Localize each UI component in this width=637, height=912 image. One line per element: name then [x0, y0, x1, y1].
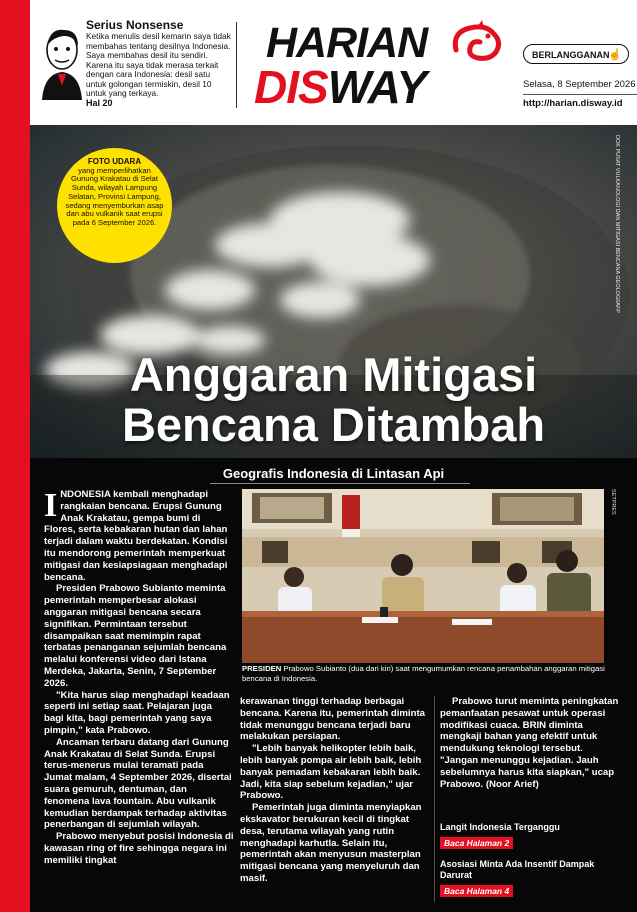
article-column-1 — [44, 489, 234, 867]
column-divider — [434, 696, 435, 902]
date-rule — [523, 94, 637, 95]
photo-caption-label: FOTO UDARA — [87, 157, 142, 166]
paragraph: Ancaman terbaru datang dari Gunung Anak Krakatau di Selat Sunda. Erupsi terus-menerus mulai teramati pada Jumat malam, 4 September 2026, disertai suara gemuruh, dentuman, dan fenomena lava fountain. Abu vulkanik kemudian berdampak terhadap aktivitas penerbangan di sejumlah wilayah. — [44, 736, 232, 831]
strap-underline — [210, 483, 470, 484]
related-articles — [440, 822, 620, 907]
subscribe-label: BERLANGGANAN — [532, 50, 610, 60]
related-item[interactable] — [440, 822, 620, 859]
caption-lead: PRESIDEN — [242, 664, 282, 673]
drop-cap: I — [44, 487, 58, 524]
header-divider — [236, 22, 237, 108]
column-page-ref[interactable]: Hal 20 — [86, 97, 113, 108]
paragraph: Pemerintah juga diminta menyiapkan ekskavator berukuran kecil di tingkat desa, terutama wilayah yang rutin menghadapi karhutla. Selain itu, pemerintah akan menyusun masterplan mitigasi bencana yang menyeluruh dan masif. — [240, 802, 422, 884]
related-title: Langit Indonesia Terganggu — [440, 822, 560, 832]
meeting-photo-caption — [242, 664, 612, 683]
headline-line-2: Bencana Ditambah — [121, 398, 546, 451]
hero-credit-text: DOK PUSAT VULKANOLOGI DAN MITIGASI BENCANA GEOLOGI/AFP — [614, 135, 620, 313]
article-strap: Geografis Indonesia di Lintasan Api — [222, 466, 445, 481]
article-body — [30, 458, 637, 912]
subscribe-button[interactable] — [523, 44, 629, 64]
article-column-3 — [440, 696, 620, 790]
page-ref-badge[interactable]: Baca Halaman 2 — [440, 837, 513, 849]
article-column-2 — [240, 696, 426, 885]
logo-disway[interactable] — [254, 61, 427, 113]
paragraph: Presiden Prabowo Subianto meminta pemerintah memperbesar alokasi anggaran mitigasi bencana secara signifikan. Permintaan tersebut disampaikan saat memimpin rapat terbatas penanganan sejumlah bencana melalui konferensi video dari Istana Merdeka, Jakarta, Senin, 7 September 2026. — [44, 583, 227, 689]
logo-way: WAY — [327, 61, 427, 113]
paragraph: INDONESIA kembali menghadapi rangkaian bencana. Erupsi Gunung Anak Krakatau, gempa bumi di Flores, serta kebakaran hutan dan lahan terjadi dalam waktu berdekatan. Kondisi itu mendorong pemerintah memperkuat mitigasi dan kesiapsiagaan menghadapi bencana. — [44, 487, 228, 583]
paragraph: Prabowo turut meminta peningkatan pemanfaatan pesawat untuk operasi modifikasi cuaca. BRIN diminta mengkaji bahan yang efektif untuk mendukung teknologi tersebut. "Jangan menunggu kejadian. Jauh sebelumnya harus kita siapkan," ucap Prabowo. (Noor Arief) — [440, 696, 619, 790]
meeting-photo-image — [242, 489, 604, 663]
logo-dis: DIS — [254, 61, 328, 113]
dragon-logo-icon — [448, 20, 504, 68]
red-side-bar — [0, 0, 30, 912]
masthead — [30, 0, 637, 125]
photo-caption-text: yang memperlihatkan Gunung Krakatau di Selat Sunda, wilayah Lampung Selatan, Provinsi Lampung, sedang menyemburkan asap dan abu vulkanik saat erupsi pada 6 September 2026. — [65, 165, 164, 227]
related-item[interactable] — [440, 859, 620, 907]
headline-line-1: Anggaran Mitigasi — [129, 348, 538, 401]
site-url[interactable]: http://harian.disway.id — [523, 98, 623, 109]
column-teaser — [86, 32, 232, 108]
column-teaser-text: Ketika menulis desil kemarin saya tidak membahas tentang desilnya Indonesia. Saya membahas desil itu sendiri. Karena itu saya tidak merasa terkait dengan cara Indonesia: desil satu untuk golongan termiskin, desil 10 untuk yang terkaya. — [86, 31, 231, 98]
pointer-hand-icon: ☝ — [608, 49, 622, 61]
page-ref-badge[interactable]: Baca Halaman 4 — [440, 885, 513, 897]
caption-text: Prabowo Subianto (dua dari kiri) saat mengumumkan rencana penambahan anggaran mitigasi bencana di Indonesia. — [242, 664, 605, 683]
paragraph: "Kita harus siap menghadapi keadaan seperti ini setiap saat. Pelajaran juga bagi kita, bagi pemerintah yang saya pimpin," kata Prabowo. — [44, 689, 230, 736]
columnist-portrait-icon — [38, 24, 86, 100]
meeting-photo — [242, 489, 604, 663]
photo-credit: SETPRES — [610, 489, 616, 515]
hero-credit — [612, 135, 620, 313]
main-headline[interactable] — [30, 350, 637, 450]
related-title: Asosiasi Minta Ada Insentif Dampak Darurat — [440, 859, 595, 880]
photo-caption-bubble — [57, 148, 172, 263]
paragraph: "Lebih banyak helikopter lebih baik, lebih banyak pompa air lebih baik, lebih banyak pemadam kebakaran lebih baik. Jadi, kita siap sebelum kejadian," ujar Prabowo. — [240, 743, 422, 802]
paragraph: Prabowo menyebut posisi Indonesia di kawasan ring of fire sehingga negara ini memiliki tingkat — [44, 831, 234, 866]
issue-date: Selasa, 8 September 2026 — [523, 79, 636, 90]
paragraph: kerawanan tinggi terhadap berbagai bencana. Karena itu, pemerintah diminta tidak menunggu bencana terjadi baru melakukan persiapan. — [240, 696, 425, 743]
logo-harian[interactable]: HARIAN — [266, 19, 428, 67]
column-title[interactable]: Serius Nonsense — [86, 18, 184, 32]
